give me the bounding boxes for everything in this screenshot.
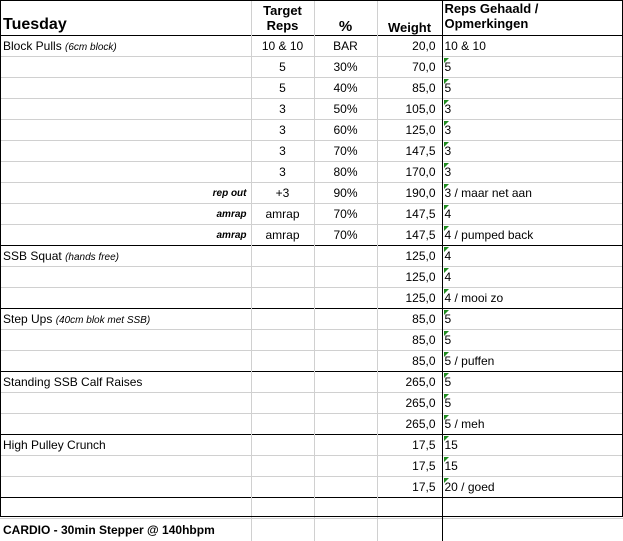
percent-cell[interactable]: 70% bbox=[314, 225, 377, 246]
notes-cell[interactable]: 5 bbox=[442, 309, 623, 330]
exercise-cell[interactable] bbox=[0, 57, 251, 78]
notes-cell[interactable]: 3 / maar net aan bbox=[442, 183, 623, 204]
weight-cell[interactable]: 105,0 bbox=[377, 99, 442, 120]
target-reps-cell[interactable] bbox=[251, 414, 314, 435]
target-reps-cell[interactable] bbox=[251, 456, 314, 477]
percent-cell[interactable]: 90% bbox=[314, 183, 377, 204]
exercise-cell[interactable] bbox=[0, 267, 251, 288]
target-reps-cell[interactable]: 10 & 10 bbox=[251, 36, 314, 57]
row-note: rep out bbox=[213, 188, 247, 199]
percent-cell[interactable]: 40% bbox=[314, 78, 377, 99]
exercise-cell[interactable] bbox=[0, 414, 251, 435]
target-reps-cell[interactable] bbox=[251, 372, 314, 393]
empty-cell[interactable] bbox=[0, 498, 251, 519]
table-row bbox=[0, 120, 623, 141]
empty-row bbox=[0, 498, 623, 519]
weight-cell[interactable]: 125,0 bbox=[377, 267, 442, 288]
notes-cell[interactable]: 15 bbox=[442, 456, 623, 477]
exercise-cell[interactable] bbox=[0, 288, 251, 309]
empty-cell[interactable] bbox=[442, 498, 623, 519]
table-row bbox=[0, 309, 623, 330]
table-row bbox=[0, 162, 623, 183]
weight-cell[interactable]: 17,5 bbox=[377, 435, 442, 456]
percent-cell[interactable]: 50% bbox=[314, 99, 377, 120]
percent-cell[interactable]: BAR bbox=[314, 36, 377, 57]
notes-cell[interactable]: 15 bbox=[442, 435, 623, 456]
weight-cell[interactable]: 17,5 bbox=[377, 477, 442, 498]
weight-cell[interactable]: 265,0 bbox=[377, 393, 442, 414]
empty-cell[interactable] bbox=[377, 519, 442, 541]
percent-cell[interactable] bbox=[314, 246, 377, 267]
exercise-cell[interactable] bbox=[0, 183, 251, 204]
target-reps-cell[interactable] bbox=[251, 267, 314, 288]
exercise-cell[interactable] bbox=[0, 351, 251, 372]
table-row bbox=[0, 225, 623, 246]
percent-cell[interactable] bbox=[314, 309, 377, 330]
target-reps-cell[interactable]: 5 bbox=[251, 57, 314, 78]
notes-cell[interactable]: 5 bbox=[442, 372, 623, 393]
target-reps-cell[interactable]: amrap bbox=[251, 225, 314, 246]
exercise-name: High Pulley Crunch bbox=[3, 438, 106, 452]
percent-cell[interactable]: 30% bbox=[314, 57, 377, 78]
percent-cell[interactable] bbox=[314, 330, 377, 351]
notes-cell[interactable]: 20 / goed bbox=[442, 477, 623, 498]
exercise-cell[interactable] bbox=[0, 372, 251, 393]
notes-cell[interactable]: 3 bbox=[442, 120, 623, 141]
weight-cell[interactable]: 20,0 bbox=[377, 36, 442, 57]
percent-cell[interactable] bbox=[314, 477, 377, 498]
notes-cell[interactable]: 4 bbox=[442, 246, 623, 267]
exercise-name: Step Ups bbox=[3, 312, 52, 326]
weight-cell[interactable]: 190,0 bbox=[377, 183, 442, 204]
percent-cell[interactable] bbox=[314, 435, 377, 456]
table-row bbox=[0, 78, 623, 99]
notes-cell[interactable]: 5 / meh bbox=[442, 414, 623, 435]
exercise-subnote: (40cm blok met SSB) bbox=[56, 315, 150, 326]
table-row bbox=[0, 330, 623, 351]
weight-cell[interactable]: 147,5 bbox=[377, 141, 442, 162]
notes-cell[interactable]: 10 & 10 bbox=[442, 36, 623, 57]
target-reps-cell[interactable]: 5 bbox=[251, 78, 314, 99]
target-reps-cell[interactable] bbox=[251, 393, 314, 414]
notes-cell[interactable]: 5 bbox=[442, 393, 623, 414]
table-row bbox=[0, 246, 623, 267]
table-row bbox=[0, 456, 623, 477]
weight-header: Weight bbox=[377, 0, 442, 36]
exercise-subnote: (hands free) bbox=[65, 252, 119, 263]
empty-cell[interactable] bbox=[251, 519, 314, 541]
target-reps-cell[interactable] bbox=[251, 330, 314, 351]
table-row bbox=[0, 477, 623, 498]
notes-cell[interactable]: 5 bbox=[442, 57, 623, 78]
table-row bbox=[0, 288, 623, 309]
notes-cell[interactable]: 4 / mooi zo bbox=[442, 288, 623, 309]
percent-cell[interactable]: 70% bbox=[314, 204, 377, 225]
exercise-name: Block Pulls bbox=[3, 39, 62, 53]
weight-cell[interactable]: 125,0 bbox=[377, 288, 442, 309]
exercise-subnote: (6cm block) bbox=[65, 42, 117, 53]
exercise-cell[interactable] bbox=[0, 99, 251, 120]
empty-cell[interactable] bbox=[251, 498, 314, 519]
percent-cell[interactable]: 60% bbox=[314, 120, 377, 141]
exercise-cell[interactable] bbox=[0, 456, 251, 477]
target-reps-cell[interactable]: amrap bbox=[251, 204, 314, 225]
exercise-name: Standing SSB Calf Raises bbox=[3, 375, 142, 389]
weight-cell[interactable]: 70,0 bbox=[377, 57, 442, 78]
target-reps-header: Target Reps bbox=[251, 0, 314, 36]
table-row bbox=[0, 183, 623, 204]
empty-cell[interactable] bbox=[314, 519, 377, 541]
exercise-cell[interactable] bbox=[0, 162, 251, 183]
cardio-label[interactable]: CARDIO - 30min Stepper @ 140hbpm bbox=[0, 519, 251, 541]
empty-cell[interactable] bbox=[314, 498, 377, 519]
table-row bbox=[0, 36, 623, 57]
target-reps-cell[interactable] bbox=[251, 246, 314, 267]
empty-cell[interactable] bbox=[377, 498, 442, 519]
exercise-cell[interactable] bbox=[0, 141, 251, 162]
target-reps-cell[interactable] bbox=[251, 351, 314, 372]
weight-cell[interactable]: 265,0 bbox=[377, 372, 442, 393]
percent-cell[interactable] bbox=[314, 414, 377, 435]
target-reps-cell[interactable] bbox=[251, 477, 314, 498]
table-row bbox=[0, 393, 623, 414]
notes-cell[interactable]: 4 / pumped back bbox=[442, 225, 623, 246]
row-note: amrap bbox=[216, 209, 246, 220]
empty-cell[interactable] bbox=[442, 519, 623, 541]
weight-cell[interactable]: 85,0 bbox=[377, 351, 442, 372]
table-row bbox=[0, 435, 623, 456]
exercise-cell[interactable] bbox=[0, 330, 251, 351]
percent-cell[interactable] bbox=[314, 267, 377, 288]
weight-cell[interactable]: 85,0 bbox=[377, 309, 442, 330]
notes-cell[interactable]: 4 bbox=[442, 204, 623, 225]
weight-cell[interactable]: 17,5 bbox=[377, 456, 442, 477]
header-row bbox=[0, 0, 623, 36]
table-row bbox=[0, 414, 623, 435]
table-row bbox=[0, 99, 623, 120]
exercise-cell[interactable] bbox=[0, 120, 251, 141]
target-reps-cell[interactable]: 3 bbox=[251, 141, 314, 162]
notes-cell[interactable]: 4 bbox=[442, 267, 623, 288]
notes-cell[interactable]: 5 / puffen bbox=[442, 351, 623, 372]
target-reps-cell[interactable] bbox=[251, 435, 314, 456]
table-row bbox=[0, 267, 623, 288]
exercise-cell[interactable] bbox=[0, 36, 251, 57]
table-row bbox=[0, 141, 623, 162]
target-reps-cell[interactable]: 3 bbox=[251, 120, 314, 141]
weight-cell[interactable]: 265,0 bbox=[377, 414, 442, 435]
row-note: amrap bbox=[216, 230, 246, 241]
notes-cell[interactable]: 3 bbox=[442, 162, 623, 183]
percent-cell[interactable]: 80% bbox=[314, 162, 377, 183]
target-reps-cell[interactable]: +3 bbox=[251, 183, 314, 204]
target-reps-cell[interactable]: 3 bbox=[251, 162, 314, 183]
weight-cell[interactable]: 125,0 bbox=[377, 120, 442, 141]
notes-cell[interactable]: 3 bbox=[442, 99, 623, 120]
weight-cell[interactable]: 147,5 bbox=[377, 204, 442, 225]
exercise-cell[interactable] bbox=[0, 204, 251, 225]
percent-cell[interactable] bbox=[314, 351, 377, 372]
target-reps-cell[interactable] bbox=[251, 309, 314, 330]
exercise-cell[interactable] bbox=[0, 435, 251, 456]
weight-cell[interactable]: 85,0 bbox=[377, 330, 442, 351]
weight-cell[interactable]: 170,0 bbox=[377, 162, 442, 183]
table-row bbox=[0, 57, 623, 78]
percent-cell[interactable] bbox=[314, 288, 377, 309]
notes-cell[interactable]: 5 bbox=[442, 330, 623, 351]
day-title: Tuesday bbox=[0, 0, 251, 36]
target-reps-cell[interactable]: 3 bbox=[251, 99, 314, 120]
exercise-cell[interactable] bbox=[0, 246, 251, 267]
exercise-cell[interactable] bbox=[0, 78, 251, 99]
weight-cell[interactable]: 147,5 bbox=[377, 225, 442, 246]
percent-cell[interactable]: 70% bbox=[314, 141, 377, 162]
table-row bbox=[0, 372, 623, 393]
weight-cell[interactable]: 125,0 bbox=[377, 246, 442, 267]
exercise-cell[interactable] bbox=[0, 393, 251, 414]
notes-header: Reps Gehaald / Opmerkingen bbox=[442, 0, 623, 36]
percent-cell[interactable] bbox=[314, 393, 377, 414]
table-row bbox=[0, 204, 623, 225]
exercise-cell[interactable] bbox=[0, 225, 251, 246]
exercise-cell[interactable] bbox=[0, 309, 251, 330]
table-row bbox=[0, 351, 623, 372]
percent-cell[interactable] bbox=[314, 372, 377, 393]
target-reps-cell[interactable] bbox=[251, 288, 314, 309]
exercise-name: SSB Squat bbox=[3, 249, 62, 263]
exercise-cell[interactable] bbox=[0, 477, 251, 498]
weight-cell[interactable]: 85,0 bbox=[377, 78, 442, 99]
notes-cell[interactable]: 3 bbox=[442, 141, 623, 162]
percent-cell[interactable] bbox=[314, 456, 377, 477]
cardio-row bbox=[0, 519, 623, 541]
percent-header: % bbox=[314, 0, 377, 36]
notes-cell[interactable]: 5 bbox=[442, 78, 623, 99]
